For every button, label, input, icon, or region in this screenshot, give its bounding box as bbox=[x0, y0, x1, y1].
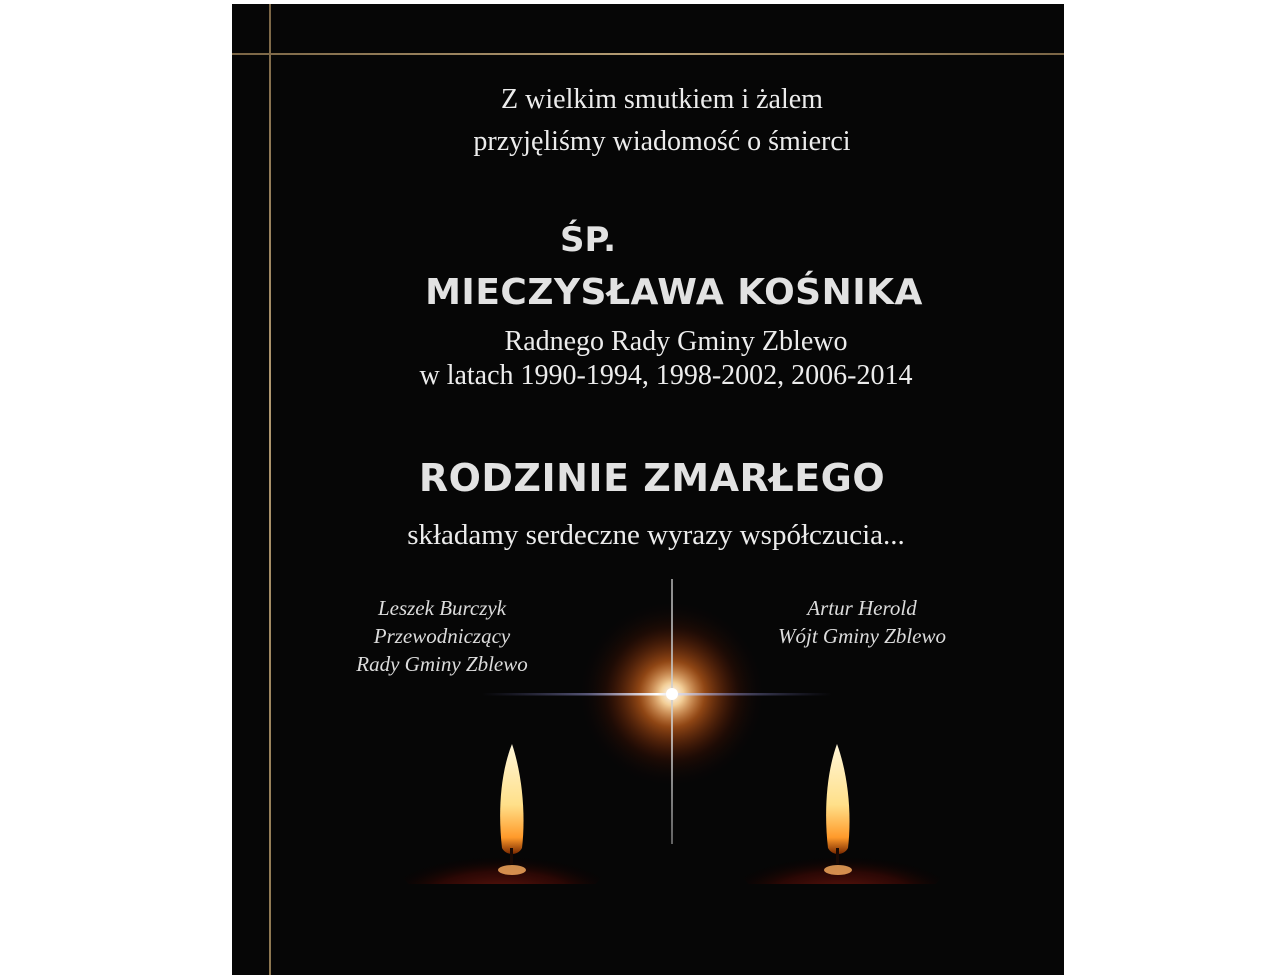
honorific: ŚP. bbox=[559, 220, 617, 260]
opening-line-2: przyjęliśmy wiadomość o śmierci bbox=[473, 126, 851, 157]
condolence-line: składamy serdeczne wyrazy współczucia... bbox=[407, 519, 905, 551]
role-line-2: w latach 1990-1994, 1998-2002, 2006-2014 bbox=[419, 360, 913, 391]
signature-left-title-1: Przewodniczący bbox=[373, 624, 511, 648]
candle-icon bbox=[742, 744, 942, 884]
signature-left-title-2: Rady Gminy Zblewo bbox=[356, 652, 528, 676]
frame-horizontal-line bbox=[232, 53, 1064, 55]
deceased-name: MIECZYSŁAWA KOŚNIKA bbox=[425, 272, 923, 313]
role-line-1: Radnego Rady Gminy Zblewo bbox=[504, 326, 848, 357]
signature-right bbox=[752, 594, 972, 650]
family-heading: RODZINIE ZMARŁEGO bbox=[418, 456, 886, 500]
signature-right-name: Artur Herold bbox=[807, 596, 917, 620]
obituary-card bbox=[232, 4, 1064, 975]
signature-right-title-1: Wójt Gminy Zblewo bbox=[778, 624, 946, 648]
opening-line-1: Z wielkim smutkiem i żalem bbox=[501, 84, 823, 115]
signature-left-name: Leszek Burczyk bbox=[377, 596, 507, 620]
signature-left bbox=[332, 594, 552, 678]
candle-icon bbox=[402, 744, 602, 884]
